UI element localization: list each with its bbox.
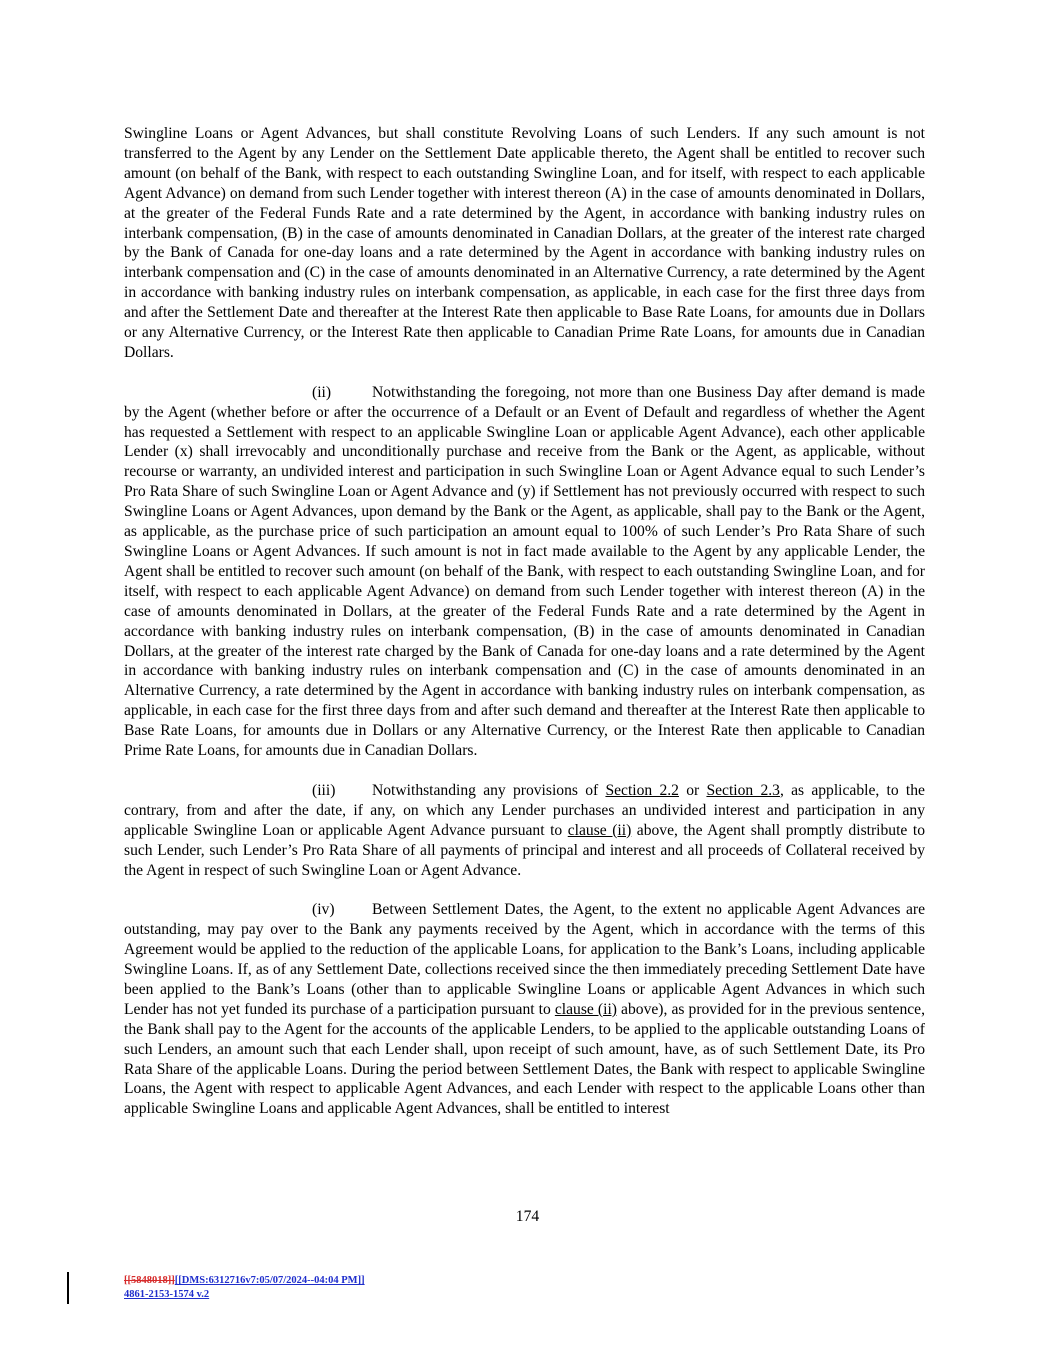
document-body: [124, 124, 925, 1139]
paragraph-text: above), as provided for in the previous sentence, the Bank shall pay to the Agent for the accounts of the applicable Lenders, to be applied to the applicable outstanding Loans of such Lenders, an amount such that each Lender shall, upon receipt of such amount, have, as of such Settlement Date, its Pro Rata Share of the applicable Loans. During the period between Settlement Dates, the Bank with respect to applicable Swingline Loans, the Agent with respect to applicable Agent Advances, and each Lender with respect to the applicable Loans other than applicable Swingline Loans and applicable Agent Advances, shall be entitled to interest: [124, 1000, 925, 1118]
paragraph-iii: [124, 781, 925, 881]
page-number: 174: [515, 1208, 540, 1225]
paragraph-text: Notwithstanding any provisions of: [372, 781, 606, 799]
paragraph-text: above, the Agent shall promptly distribute to such Lender, such Lender’s Pro Rata Share of all payments of principal and interest and all proceeds of Collateral received by the Agent in respect of such Swingline Loan or Agent Advance.: [124, 821, 925, 879]
change-bar: [67, 1272, 69, 1304]
clause-number: (ii): [312, 383, 332, 401]
clause-reference: clause (ii): [567, 821, 632, 839]
paragraph-text: Notwithstanding the foregoing, not more than one Business Day after demand is made by the Agent (whether before or after the occurrence of a Default or an Event of Default and regardless of whether the Agent has requested a Settlement with respect to an applicable Swingline Loan or applicable Agent Advance), each other applicable Lender (x) shall irrevocably and unconditionally purchase and receive from the Bank or the Agent, as applicable, without recourse or warranty, an undivided interest and participation in such Swingline Loan or Agent Advance equal to such Lender’s Pro Rata Share of such Swingline Loan or Agent Advance and (y) if Settlement has not previously occurred with respect to such Swingline Loans or Agent Advances, upon demand by the Bank or the Agent, as applicable, shall pay to the Bank or the Agent, as applicable, as the purchase price of such participation an amount equal to 100% of such Lender’s Pro Rata Share of such Swingline Loans or Agent Advances. If such amount is not in fact made available to the Agent by any applicable Lender, the Agent shall be entitled to recover such amount (on behalf of the Bank, with respect to each outstanding Swingline Loan, and for itself, with respect to each applicable Agent Advance) on demand from such Lender together with interest thereon (A) in the case of amounts denominated in Dollars, at the greater of the Federal Funds Rate and a rate determined by the Agent in accordance with banking industry rules on interbank compensation, (B) in the case of amounts denominated in Canadian Dollars, at the greater of the interest rate charged by the Bank of Canada for one-day loans and a rate determined by the Agent in accordance with banking industry rules on interbank compensation and (C) in the case of amounts denominated in an Alternative Currency, a rate determined by the Agent in accordance with banking industry rules on interbank compensation, as applicable, in each case for the first three days from and after such demand and thereafter at the Interest Rate then applicable to Base Rate Loans, for amounts due in Dollars or any Alternative Currency, or the Interest Rate then applicable to Canadian Prime Rate Loans, for amounts due in Canadian Dollars.: [124, 383, 925, 760]
paragraph-iv: [124, 900, 925, 1119]
deleted-doc-ref: [[5848018]]: [124, 1275, 175, 1286]
inserted-doc-ref: [[DMS:6312716v7:05/07/2024--04:04 PM]]: [174, 1275, 365, 1286]
paragraph-text: Between Settlement Dates, the Agent, to the extent no applicable Agent Advances are outstanding, may pay over to the Bank any payments received by the Agent, which in accordance with the terms of this Agreement would be applied to the reduction of the applicable Loans, for application to the Bank’s Loans, including applicable Swingline Loans. If, as of any Settlement Date, collections received since the then immediately preceding Settlement Date have been applied to the Bank’s Loans (other than to applicable Swingline Loans or applicable Agent Advances in which such Lender has not yet funded its purchase of a participation pursuant to: [124, 901, 925, 1018]
clause-number: (iii): [312, 781, 336, 799]
clause-reference: clause (ii): [554, 1000, 617, 1018]
paragraph-continuation: [124, 124, 925, 363]
clause-number: (iv): [312, 901, 335, 919]
paragraph-ii: [124, 383, 925, 761]
section-reference: Section 2.3: [706, 781, 780, 799]
paragraph-text: Swingline Loans or Agent Advances, but shall constitute Revolving Loans of such Lenders. If any such amount is not transferred to the Agent by any Lender on the Settlement Date applicable thereto, the Agent shall be entitled to recover such amount (on behalf of the Bank, with respect to each outstanding Swingline Loan, and for itself, with respect to each applicable Agent Advance) on demand from such Lender together with interest thereon (A) in the case of amounts denominated in Dollars, at the greater of the Federal Funds Rate and a rate determined by the Agent, in accordance with banking industry rules on interbank compensation, (B) in the case of amounts denominated in Canadian Dollars, at the greater of the interest rate charged by the Bank of Canada for one-day loans and a rate determined by the Agent in accordance with banking industry rules on interbank compensation and (C) in the case of amounts denominated in an Alternative Currency, a rate determined by the Agent in accordance with banking industry rules on interbank compensation, as applicable, in each case for the first three days from and after the Settlement Date and thereafter at the Interest Rate then applicable to Base Rate Loans, for amounts due in Dollars or any Alternative Currency, or the Interest Rate then applicable to Canadian Prime Rate Loans, for amounts due in Canadian Dollars.: [124, 125, 925, 361]
paragraph-text: or: [678, 781, 707, 799]
section-reference: Section 2.2: [605, 781, 679, 799]
doc-id: 4861-2153-1574 v.2: [124, 1289, 210, 1300]
paragraph-text: , as applicable, to the contrary, from and after the date, if any, on which any Lender purchases an undivided interest and participation in any applicable Swingline Loan or applicable Agent Advance pursuant to: [124, 781, 925, 839]
document-footer: [124, 1274, 365, 1302]
footer-refs: [124, 1274, 365, 1288]
